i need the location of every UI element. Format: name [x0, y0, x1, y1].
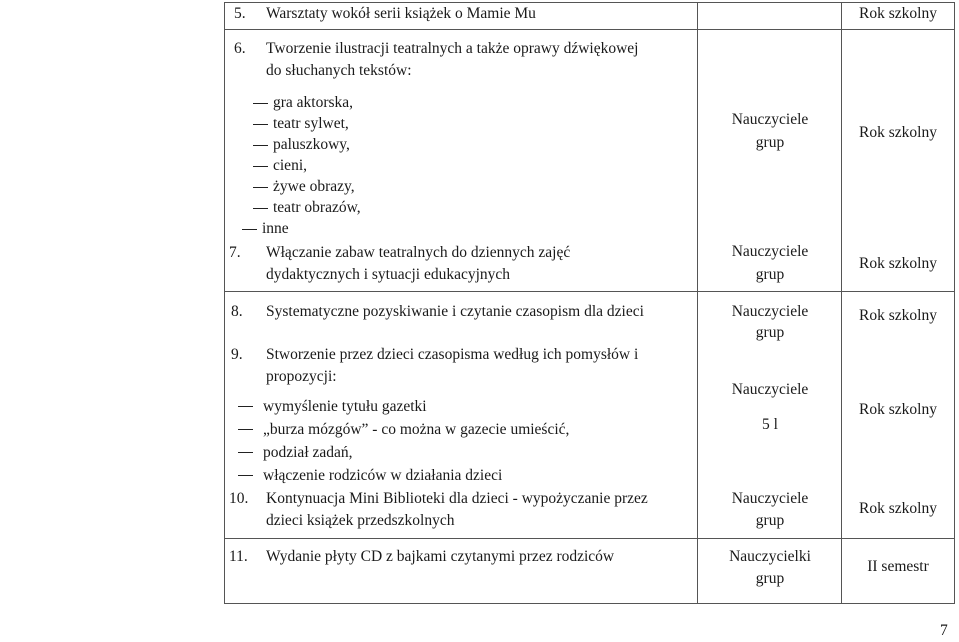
bullet-dash [253, 208, 268, 209]
item-text: Stworzenie przez dzieci czasopisma według ich pomysłów i [266, 346, 639, 363]
item-text: Systematyczne pozyskiwanie i czytanie czasopism dla dzieci [266, 303, 644, 320]
list-item: „burza mózgów” - co można w gazecie umieścić, [263, 421, 570, 438]
item-period: Rok szkolny [859, 5, 937, 22]
item-text: Kontynuacja Mini Biblioteki dla dzieci - wypożyczanie przez [266, 490, 648, 507]
row-divider [224, 291, 955, 292]
item-responsible: Nauczyciele [731, 490, 809, 507]
bullet-dash [253, 103, 268, 104]
item-number: 10. [229, 490, 249, 507]
list-item: włączenie rodziców w działania dzieci [263, 467, 503, 484]
bullet-dash [253, 124, 268, 125]
item-responsible: Nauczyciele [731, 381, 809, 398]
list-item: żywe obrazy, [273, 178, 355, 195]
list-item: podział zadań, [263, 444, 353, 461]
item-number: 7. [229, 244, 241, 261]
bullet-dash [238, 406, 253, 407]
list-item: inne [262, 220, 289, 237]
item-period: Rok szkolny [859, 500, 937, 517]
item-number: 8. [231, 303, 243, 320]
list-item: teatr sylwet, [273, 115, 349, 132]
item-number: 11. [229, 548, 248, 565]
list-item: teatr obrazów, [273, 199, 361, 216]
item-responsible: 5 l [762, 416, 778, 433]
row-divider [224, 29, 955, 30]
item-text: Wydanie płyty CD z bajkami czytanymi przez rodziców [266, 548, 615, 565]
bullet-dash [253, 145, 268, 146]
list-item: paluszkowy, [273, 136, 350, 153]
item-number: 5. [234, 5, 246, 22]
bullet-dash [253, 187, 268, 188]
item-responsible: grup [755, 324, 785, 341]
item-responsible: grup [755, 266, 785, 283]
bullet-dash [238, 475, 253, 476]
item-text: do słuchanych tekstów: [266, 62, 412, 79]
item-period: II semestr [867, 558, 929, 575]
item-text: Włączanie zabaw teatralnych do dziennych zajęć [266, 244, 571, 261]
bullet-dash [238, 452, 253, 453]
column-divider [697, 2, 698, 604]
item-period: Rok szkolny [859, 307, 937, 324]
item-responsible: grup [755, 570, 785, 587]
table-bottom-border [224, 603, 955, 604]
list-item: cieni, [273, 157, 307, 174]
column-divider [841, 2, 842, 604]
bullet-dash [238, 429, 253, 430]
table-left-border [224, 2, 225, 604]
item-text: Tworzenie ilustracji teatralnych a także oprawy dźwiękowej [266, 40, 639, 57]
item-text: dydaktycznych i sytuacji edukacyjnych [266, 266, 511, 283]
page-number: 7 [940, 622, 948, 639]
bullet-dash [253, 166, 268, 167]
item-number: 6. [234, 40, 246, 57]
item-text: Warsztaty wokół serii książek o Mamie Mu [266, 5, 536, 22]
list-item: wymyślenie tytułu gazetki [263, 398, 427, 415]
item-responsible: Nauczyciele [731, 243, 809, 260]
item-text: propozycji: [266, 368, 337, 385]
item-number: 9. [231, 346, 243, 363]
item-responsible: Nauczyciele [731, 303, 809, 320]
item-period: Rok szkolny [859, 255, 937, 272]
item-text: dzieci książek przedszkolnych [266, 512, 455, 529]
table-right-border [954, 2, 955, 604]
list-item: gra aktorska, [273, 94, 354, 111]
item-responsible: grup [755, 134, 785, 151]
item-responsible: Nauczycielki [729, 548, 811, 565]
item-period: Rok szkolny [859, 124, 937, 141]
item-responsible: Nauczyciele [731, 111, 809, 128]
bullet-dash [242, 229, 257, 230]
item-period: Rok szkolny [859, 401, 937, 418]
item-responsible: grup [755, 512, 785, 529]
row-divider [224, 538, 955, 539]
